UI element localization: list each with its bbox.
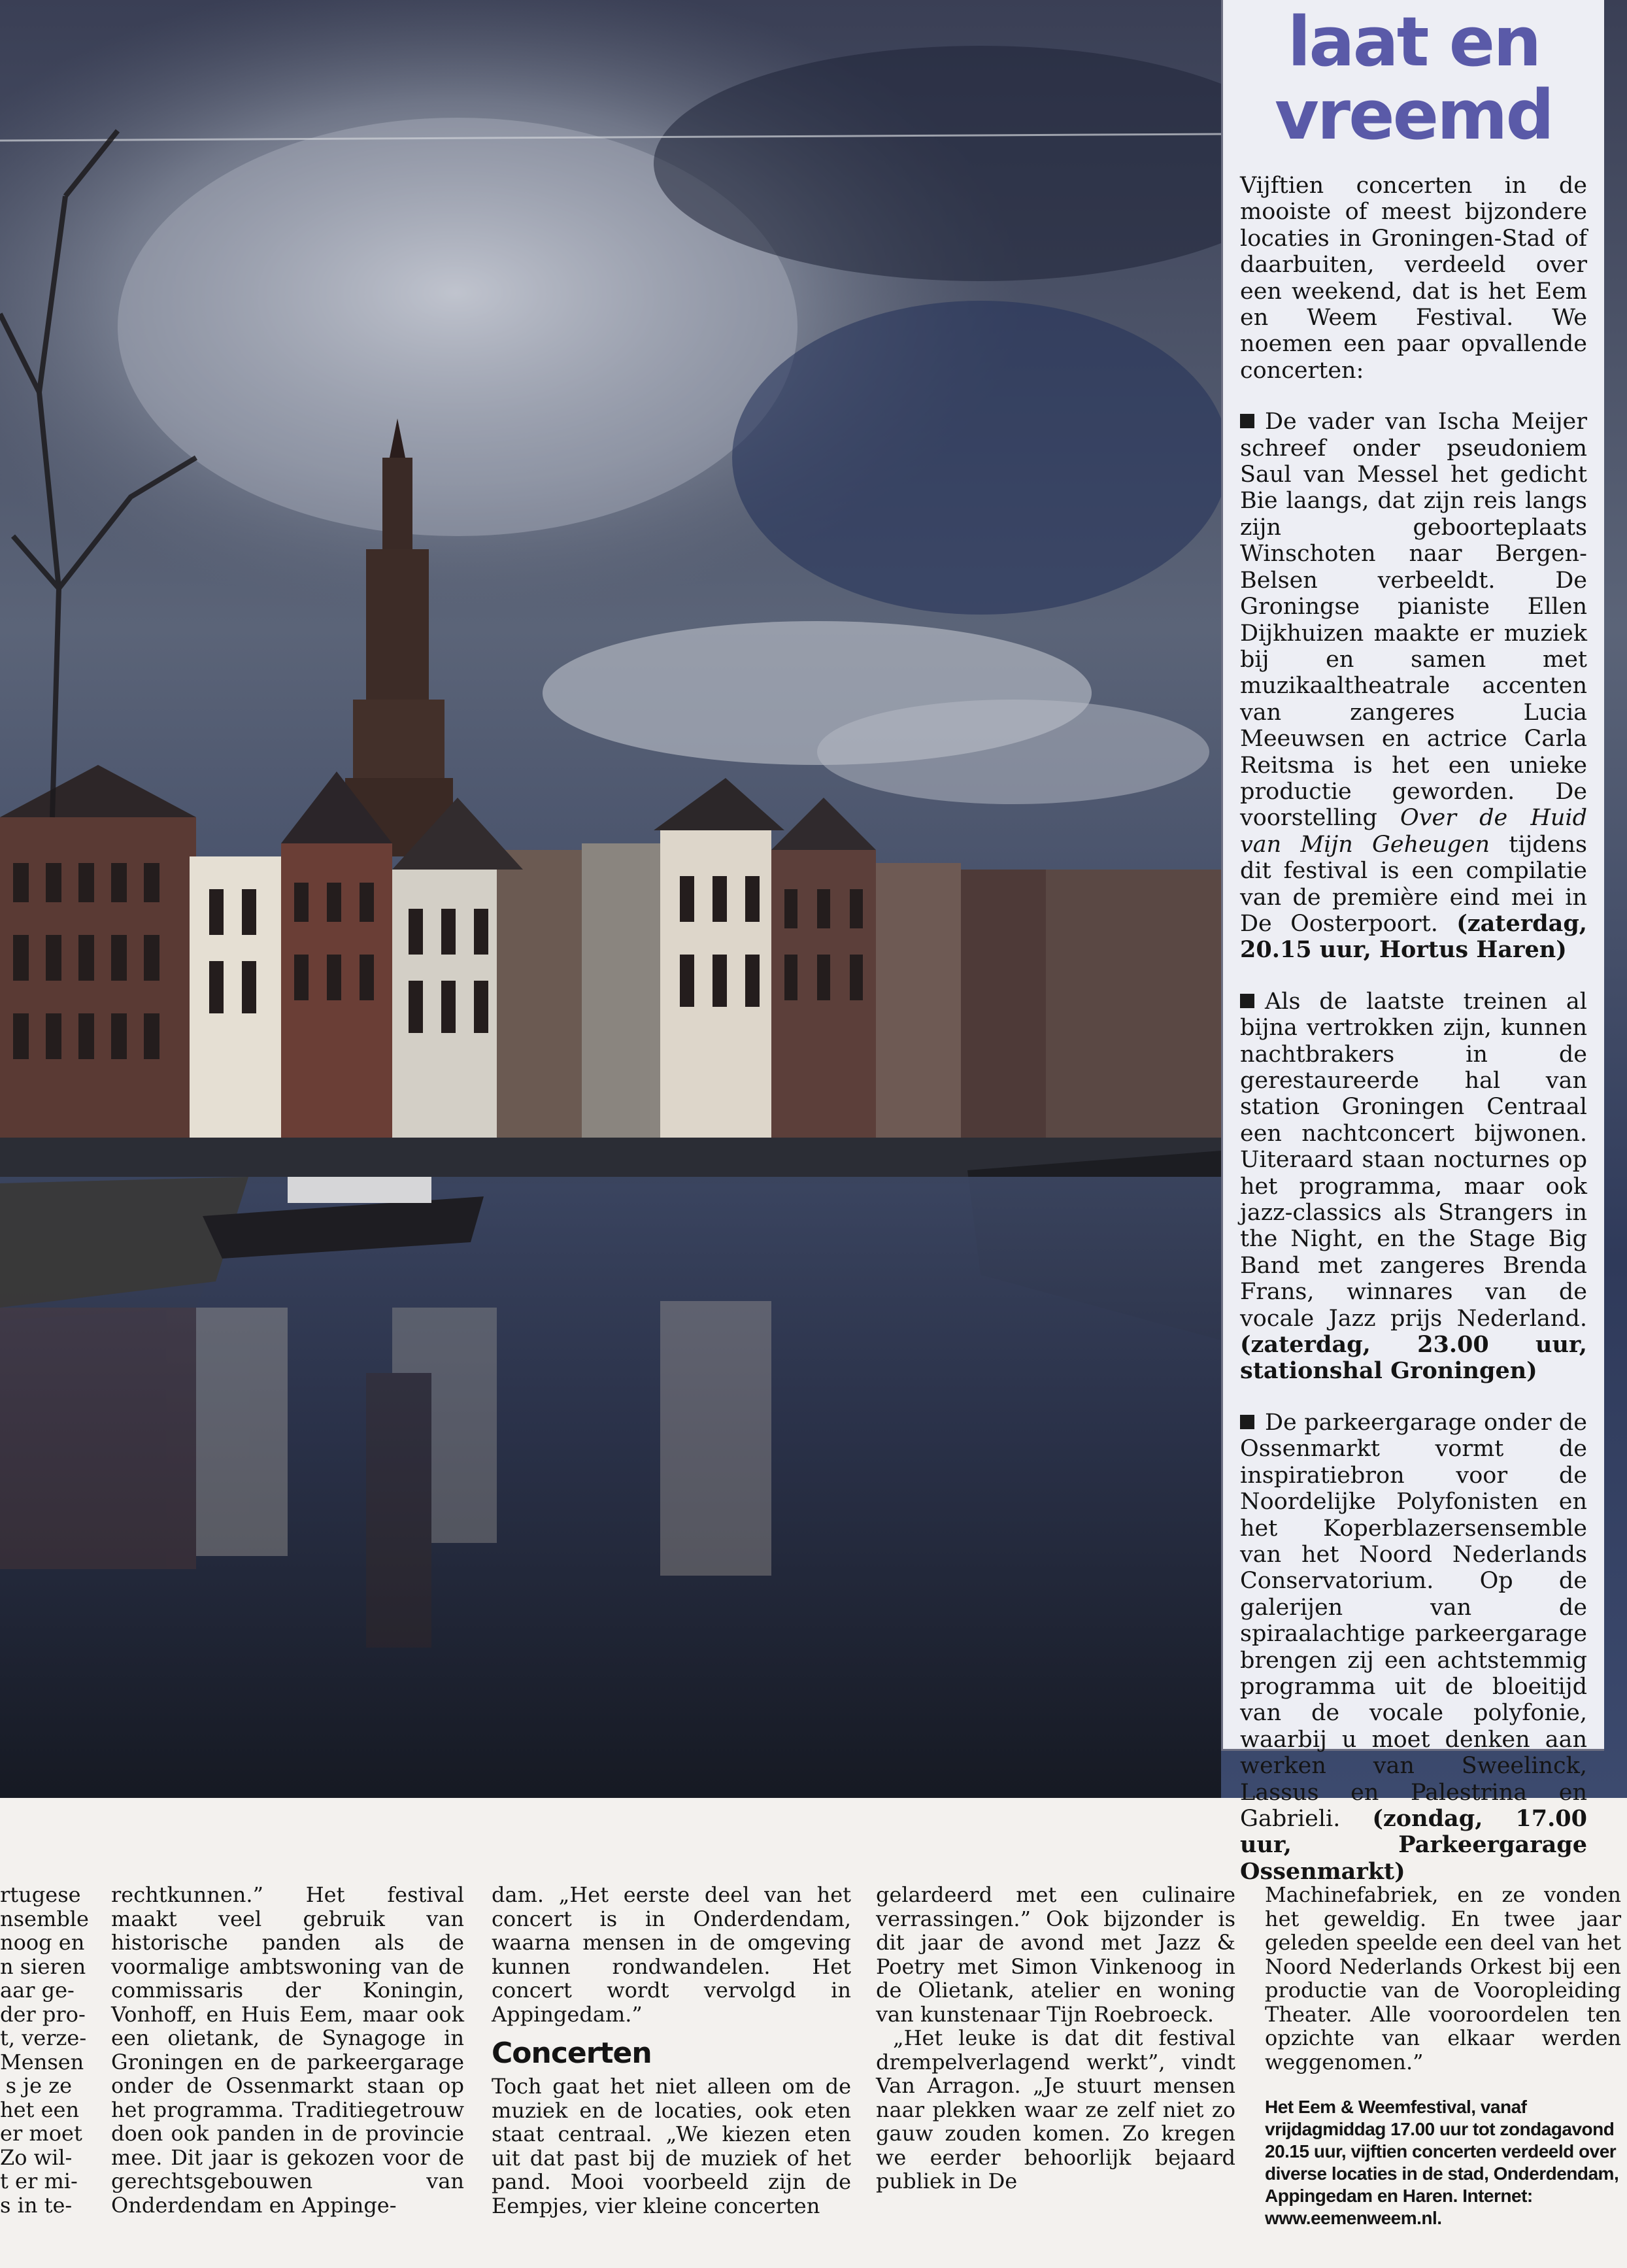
column-0-cutoff	[0, 1882, 89, 2262]
col0-line: n sieren	[0, 1954, 86, 1979]
column-3	[876, 1883, 1235, 2262]
col0-line: t, verze-	[0, 2025, 87, 2050]
col0-line: aar ge-	[0, 1978, 75, 2003]
bullet-square-icon	[1240, 414, 1254, 428]
item2-when: (zaterdag, 23.00 uur, stationshal Groningen)	[1240, 1331, 1587, 1385]
festival-info: Het Eem & Weemfestival, vanaf vrijdagmiddag 17.00 uur tot zondagavond 20.15 uur, vijftien concerten verdeeld over diverse locaties in de stad, Onderdendam, Appingedam en Haren. Internet: www.eemenweem.nl.	[1265, 2097, 1619, 2228]
col0-line: Mensen	[0, 2049, 84, 2074]
col2-paragraph-1: dam. „Het eerste deel van het concert is in Onderdendam, waarna mensen in de omgeving kunnen rondwandelen. Het concert wordt vervolgd in Appingedam.”	[492, 1882, 851, 2027]
bullet-square-icon	[1240, 994, 1254, 1008]
col0-line: der pro-	[0, 2001, 86, 2027]
col0-line: s in te-	[0, 2192, 73, 2218]
column-2	[492, 1883, 851, 2262]
col0-line: noog en	[0, 1930, 85, 1955]
title-line-2: vreemd	[1275, 75, 1552, 155]
item3-when: (zondag, 17.00 uur, Parkeergarage Ossenmarkt)	[1240, 1804, 1587, 1885]
column-4	[1265, 1883, 1621, 2262]
col3-paragraph-1: gelardeerd met een culinaire verrassingen.” Ook bijzonder is dit jaar de avond met Jazz & Poetry met Simon Vinkenoog in de Olietank, atelier en woning van kunstenaar Tijn Roebroeck.	[876, 1882, 1235, 2027]
col0-line: t er mi-	[0, 2169, 78, 2193]
title-line-1: laat en	[1287, 2, 1540, 82]
col0-line: er moet	[0, 2121, 82, 2146]
item1-title: Over de Huid van Mijn Geheugen	[1240, 805, 1587, 858]
item1-text: De vader van Ischa Meijer schreef onder pseudoniem Saul van Messel het gedicht Bie laangs, dat zijn reis langs zijn geboorteplaats Winschoten naar Bergen-Belsen verbeeldt. De Groningse pianiste Ellen Dijkhuizen maakte er muziek bij en samen met muzikaaltheatrale accenten van zangeres Lucia Meeuwsen en actrice Carla Reitsma is het een unieke productie geworden. De voorstelling	[1240, 409, 1587, 832]
sidebar-title	[1240, 2, 1587, 155]
col0-line: rtugese	[0, 1882, 81, 1907]
col0-line: Zo wil-	[0, 2144, 73, 2170]
item2-text: Als de laatste treinen al bijna vertrokken zijn, kunnen nachtbrakers in de gerestaureerde hal van station Groningen Centraal een nachtconcert bijwonen. Uiteraard staan nocturnes op het programma, maar ook jazz-classics als Strangers in the Night, en the Stage Big Band met zangeres Brenda Frans, winnares van de vocale Jazz prijs Nederland.	[1240, 988, 1587, 1332]
item1-when: (zaterdag, 20.15 uur, Hortus Haren)	[1240, 909, 1587, 964]
item3-text: De parkeergarage onder de Ossenmarkt vormt de inspiratiebron voor de Noordelijke Polyfonisten en het Koperblazersensemble van het Noord Nederlands Conservatorium. Op de galerijen van de spiraalachtige parkeergarage brengen zij een achtstemmig programma uit de bloeitijd van de vocale polyfonie, waarbij u moet denken aan werken van Sweelinck, Lassus en Palestrina en Gabrieli.	[1240, 1409, 1587, 1832]
concert-item-1	[1240, 409, 1587, 964]
item1-rest: tijdens dit festival is een compilatie van de première eind mei in De Oosterpoort.	[1240, 831, 1587, 937]
concert-item-3	[1240, 1410, 1587, 1885]
section-heading: Concerten	[492, 2037, 652, 2070]
col1-text: rechtkunnen.” Het festival maakt veel gebruik van historische panden als de voormalige ambtswoning van de commissaris der Koningin, Vonhoff, en Huis Eem, maar ook een olietank, de Synagoge in Groningen en de parkeergarage onder de Ossenmarkt staan op het programma. Traditiegetrouw doen ook panden in de provincie mee. Dit jaar is gekozen voor de gerechtsgebouwen van Onderdendam en Appinge-	[111, 1882, 464, 2218]
col3-paragraph-2: „Het leuke is dat dit festival drempelverlagend werkt”, vindt Van Arragon. „Je stuurt mensen naar plekken waar ze zelf niet zo gauw zouden komen. Zo kregen we eerder behoorlijk bejaard publiek in De	[876, 2025, 1235, 2193]
column-1	[111, 1883, 464, 2262]
concert-item-2	[1240, 989, 1587, 1385]
col0-line: nsemble	[0, 1906, 89, 1931]
col2-paragraph-2: Toch gaat het niet alleen om de muziek en de locaties, ook eten staat centraal. „We kiezen eten uit dat past bij de muziek of het pand. Mooi voorbeeld zijn de Eempjes, vier kleine concerten	[492, 2074, 851, 2218]
sidebar-intro: Vijftien concerten in de mooiste of meest bijzondere locaties in Groningen-Stad of daarbuiten, verdeeld over een weekend, dat is het Eem en Weem Festival. We noemen een paar opvallende concerten:	[1240, 173, 1587, 384]
col0-line: s je ze	[5, 2073, 72, 2098]
col0-line: het een	[0, 2097, 80, 2122]
sidebar-box	[1221, 0, 1604, 1885]
col4-paragraph-1: Machinefabriek, en ze vonden het geweldig. En twee jaar geleden speelde een deel van het Noord Nederlands Orkest bij een productie van de Vooropleiding Theater. Alle vooroordelen ten opzichte van elkaar werden weggenomen.”	[1265, 1882, 1621, 2074]
bullet-square-icon	[1240, 1415, 1254, 1429]
